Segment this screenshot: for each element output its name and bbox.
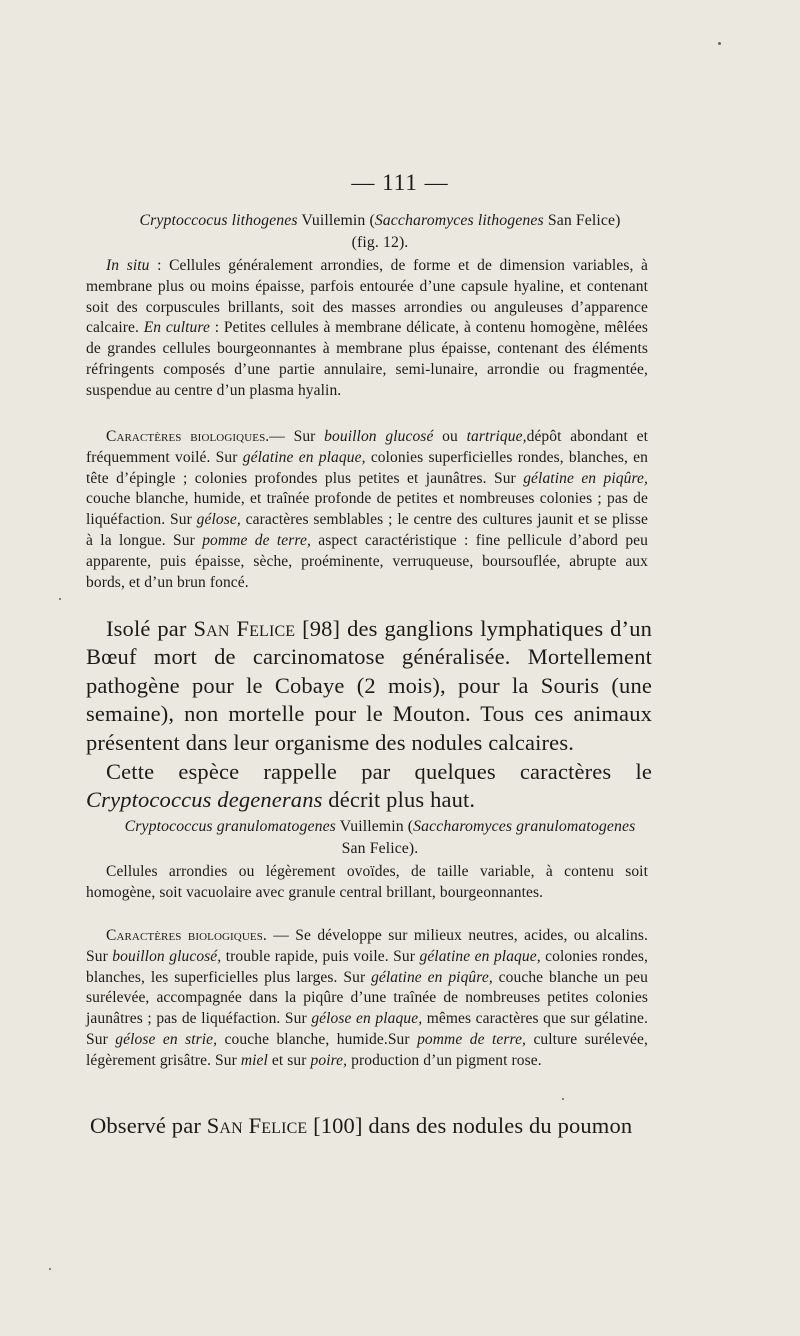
species-1-synonym-author: San Felice): [547, 212, 621, 229]
paper-speck: [562, 1098, 564, 1100]
text-run: [100] dans des nodules du poumon: [307, 1113, 633, 1138]
text-run: production d’un pigment rose.: [347, 1051, 542, 1069]
species-2-name: Cryptococcus granulomatogenes: [124, 818, 336, 835]
text-run: couche blanche un peu surélevée, accompagnée dans la piqûre d’une traînée de nombreuses petites colonies jaunâtres ; pas de liquéfaction. Sur: [86, 968, 648, 1028]
text-run: Cette espèce rappelle par quelques caractères le: [106, 759, 652, 784]
species-1-name: Cryptoccocus lithogenes: [139, 212, 298, 229]
medium-name: pomme de terre,: [202, 531, 311, 549]
medium-name: miel: [240, 1051, 268, 1069]
text-run: [98] des ganglions lymphatiques d’un Bœuf mort de carcinomatose généralisée. Mortellement pathogène pour le Cobaye (2 mois), pour la Souris (une semaine), non mortelle pour le Mouton. Tous ces animaux présentent dans leur organisme des nodules calcaires.: [86, 616, 652, 755]
species-1-figure-ref: (fig. 12).: [351, 234, 409, 251]
text-run: couche blanche, humide.Sur: [217, 1030, 418, 1048]
medium-name: poire,: [310, 1051, 348, 1069]
species-1-synonym-open: (: [369, 212, 375, 229]
text-run: dépôt abondant et fréquemment voilé. Sur: [86, 428, 648, 466]
text-run: colonies superficielles rondes, blanches, en tête d’épingle ; colonies profondes plus petites et jaunâtres. Sur: [86, 448, 648, 487]
author-name: San Felice: [206, 1113, 308, 1138]
isolation-paragraph: [86, 615, 652, 757]
paper-speck: [718, 42, 721, 45]
medium-name: gélose en plaque,: [311, 1010, 423, 1028]
species-1-author: Vuillemin: [301, 212, 366, 229]
medium-name: gélose en strie,: [115, 1030, 218, 1048]
text-run: Observé par: [90, 1113, 207, 1138]
en-culture-label: En culture: [143, 319, 210, 337]
paper-speck: [59, 598, 61, 600]
text-run: colonies rondes, blanches, les superficielles plus larges. Sur: [86, 947, 648, 986]
author-name: San Felice: [193, 616, 296, 641]
text-run: — Sur: [269, 428, 325, 445]
comparison-paragraph: [86, 758, 652, 815]
medium-name: gélatine en plaque,: [242, 448, 366, 466]
text-run: aspect caractéristique : fine pellicule d’abord peu apparente, puis épaisse, sèche, proéminente, verruqueuse, boursouflée, abrupte aux bords, et d’un brun foncé.: [86, 531, 649, 591]
description-paragraph-2: Cellules arrondies ou légèrement ovoïdes, de taille variable, à contenu soit homogène, soit vacuolaire avec granule central brillant, bourgeonnantes.: [86, 863, 648, 901]
text-run: mêmes caractères que sur gélatine. Sur: [86, 1010, 648, 1048]
medium-name: gélatine en plaque,: [419, 947, 541, 965]
section-label: Caractères biologiques.: [106, 428, 270, 445]
medium-name: bouillon glucosé: [324, 428, 434, 445]
text-run: ou: [433, 428, 467, 445]
text-run: caractères semblables ; le centre des cultures jaunit et se plisse à la longue. Sur: [86, 511, 649, 549]
text-run: — Se développe sur milieux neutres, acides, ou alcalins. Sur: [86, 927, 648, 965]
text-run: et sur: [267, 1051, 311, 1069]
in-situ-label: In situ: [106, 257, 150, 274]
medium-name: bouillon glucosé,: [112, 947, 222, 965]
medium-name: tartrique,: [466, 428, 527, 445]
biological-characters-paragraph-2: [86, 926, 648, 1072]
medium-name: gélatine en piqûre,: [371, 968, 493, 986]
text-run: trouble rapide, puis voile. Sur: [221, 947, 420, 965]
text-run: culture surélevée, légèrement grisâtre. Sur: [86, 1030, 648, 1069]
species-heading-2: [60, 816, 700, 860]
section-label: Caractères biologiques.: [106, 927, 267, 944]
text-run: couche blanche, humide, et traînée profonde de petites et nombreuses colonies ; pas de liquéfaction. Sur: [86, 490, 648, 529]
medium-name: gélatine en piqûre,: [523, 469, 648, 487]
text-run: décrit plus haut.: [322, 787, 476, 813]
medium-name: pomme de terre,: [417, 1030, 527, 1048]
description-paragraph-1: [86, 256, 648, 402]
species-1-synonym: Saccharomyces lithogenes: [374, 212, 544, 229]
in-situ-text: : Cellules généralement arrondies, de forme et de dimension variables, à membrane plus ou moins épaisse, parfois entourée d’une capsule hyaline, et contenant soit des corpuscules brillants, soit des masses arrondies ou anguleuses d’apparence calcaire.: [86, 257, 648, 337]
observation-paragraph: [86, 1112, 652, 1140]
paper-speck: [49, 1268, 51, 1270]
species-2-synonym: Saccharomyces granulomatogenes: [413, 818, 636, 835]
species-heading-1: [60, 210, 700, 254]
text-run: Isolé par: [106, 616, 194, 641]
species-reference: Cryptococcus degenerans: [86, 787, 323, 813]
en-culture-text: : Petites cellules à membrane délicate, à contenu homogène, mêlées de grandes cellules bourgeonnantes à membrane plus épaisse, contenant des éléments réfringents composés d’une partie annulaire, semi-lunaire, arrondie ou fragmentée, suspendue au centre d’un plasma hyalin.: [86, 319, 649, 399]
species-2-synonym-open: (: [407, 818, 414, 835]
species-2-author: Vuillemin: [339, 818, 404, 835]
page-number: — 111 —: [351, 170, 449, 195]
biological-characters-paragraph-1: [86, 427, 648, 593]
medium-name: gélose,: [196, 511, 241, 529]
species-2-synonym-author: San Felice).: [341, 840, 419, 857]
